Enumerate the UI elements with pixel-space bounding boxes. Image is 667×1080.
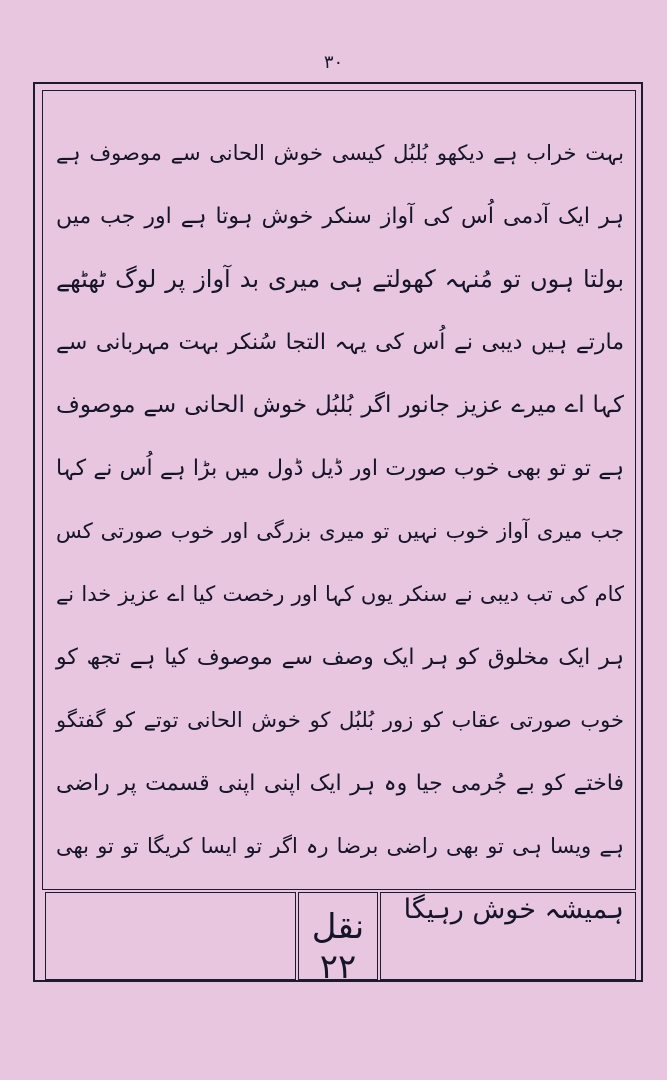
footer-box-left bbox=[45, 892, 296, 980]
text-block bbox=[56, 122, 624, 941]
footer-box-center bbox=[298, 892, 378, 987]
text-line: ہے تو تو بھی خوب صورت اور ڈیل ڈول میں بڑا ہے اُس نے کہا bbox=[56, 456, 624, 481]
text-line: کہا اے میرے عزیز جانور اگر بُلبُل خوش الحانی سے موصوف bbox=[56, 392, 624, 418]
text-line: ہر ایک مخلوق کو ہر ایک وصف سے موصوف کیا ہے تجھ کو bbox=[56, 645, 624, 670]
text-line: بہت خراب ہے دیکھو بُلبُل کیسی خوش الحانی سے موصوف ہے bbox=[56, 141, 624, 165]
page-number: ۳۰ bbox=[323, 52, 344, 73]
text-line: خوب صورتی عقاب کو زور بُلبُل کو خوش الحانی توتے کو گفتگو bbox=[56, 708, 624, 732]
text-line: جب میری آواز خوب نہیں تو میری بزرگی اور خوب صورتی کس bbox=[56, 519, 624, 543]
text-line: ہر ایک آدمی اُس کی آواز سنکر خوش ہوتا ہے اور جب میں bbox=[56, 204, 624, 229]
text-line: کام کی تب دیبی نے سنکر یوں کہا اور رخصت کیا اے عزیز خدا نے bbox=[56, 582, 624, 606]
text-line: مارتے ہیں دیبی نے اُس کی یہہ التجا سُنکر بہت مہربانی سے bbox=[56, 330, 624, 355]
text-line: ہمیشہ خوش رہیگا bbox=[403, 894, 624, 925]
text-line: بولتا ہوں تو مُنہہ کھولتے ہی میری بد آواز پر لوگ ٹھٹھے bbox=[56, 265, 624, 293]
footer-box-right bbox=[380, 892, 636, 980]
text-line: فاختے کو بے جُرمی جیا وہ ہر ایک اپنی اپنی قسمت پر راضی bbox=[56, 771, 624, 796]
text-line: ہے ویسا ہی تو بھی راضی برضا رہ اگر تو ایسا کریگا تو تو بھی bbox=[56, 834, 624, 858]
story-label: نقل ۲۲ bbox=[311, 907, 365, 987]
